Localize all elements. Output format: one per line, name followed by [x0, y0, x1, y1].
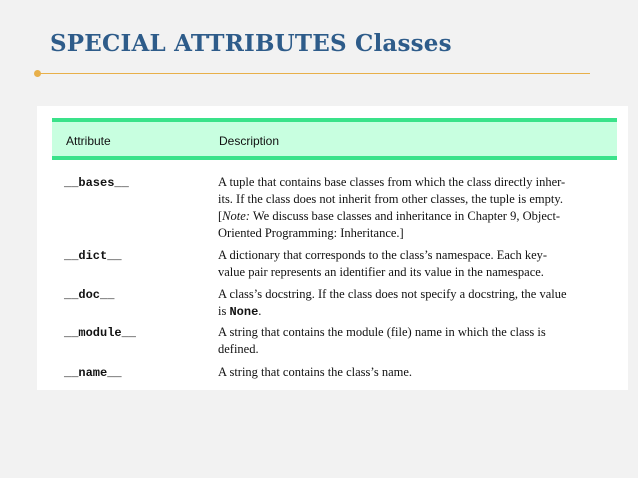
note-text: We discuss base classes and inheritance in Chapter 9, Object-: [249, 209, 561, 223]
attribute-description: [218, 364, 618, 381]
description-line: value pair represents an identifier and its value in the namespace.: [218, 265, 544, 279]
attribute-name: __module__: [64, 326, 137, 340]
title-rule: [38, 73, 590, 74]
description-note-line: [218, 208, 618, 225]
attribute-name: __doc__: [64, 288, 115, 302]
description-line: defined.: [218, 342, 259, 356]
code-literal: None: [229, 305, 259, 319]
description-line: A string that contains the class’s name.: [218, 365, 413, 379]
description-line: Oriented Programming: Inheritance.]: [218, 226, 404, 240]
header-attribute: Attribute: [66, 134, 111, 148]
description-line: A dictionary that corresponds to the class’s namespace. Each key-: [218, 248, 548, 262]
attribute-description: [218, 247, 618, 281]
attribute-name: __name__: [64, 366, 122, 380]
note-label: Note:: [222, 209, 250, 223]
attribute-description: [218, 174, 618, 242]
description-line: its. If the class does not inherit from other classes, the tuple is empty.: [218, 192, 563, 206]
attribute-name: __dict__: [64, 249, 122, 263]
attribute-description: [218, 286, 618, 321]
description-line: [218, 303, 618, 321]
description-text: .: [258, 304, 262, 318]
description-text: is: [218, 304, 230, 318]
attributes-table: [37, 106, 628, 390]
description-line: A string that contains the module (file) name in which the class is: [218, 325, 546, 339]
table-header: [52, 118, 617, 160]
description-line: A class’s docstring. If the class does not specify a docstring, the value: [218, 287, 567, 301]
header-description: Description: [219, 134, 280, 148]
slide-title: SPECIAL ATTRIBUTES Classes: [50, 30, 452, 57]
description-line: A tuple that contains base classes from which the class directly inher-: [218, 175, 566, 189]
attribute-description: [218, 324, 618, 358]
note-bracket: [: [218, 209, 223, 223]
attribute-name: __bases__: [64, 176, 129, 190]
